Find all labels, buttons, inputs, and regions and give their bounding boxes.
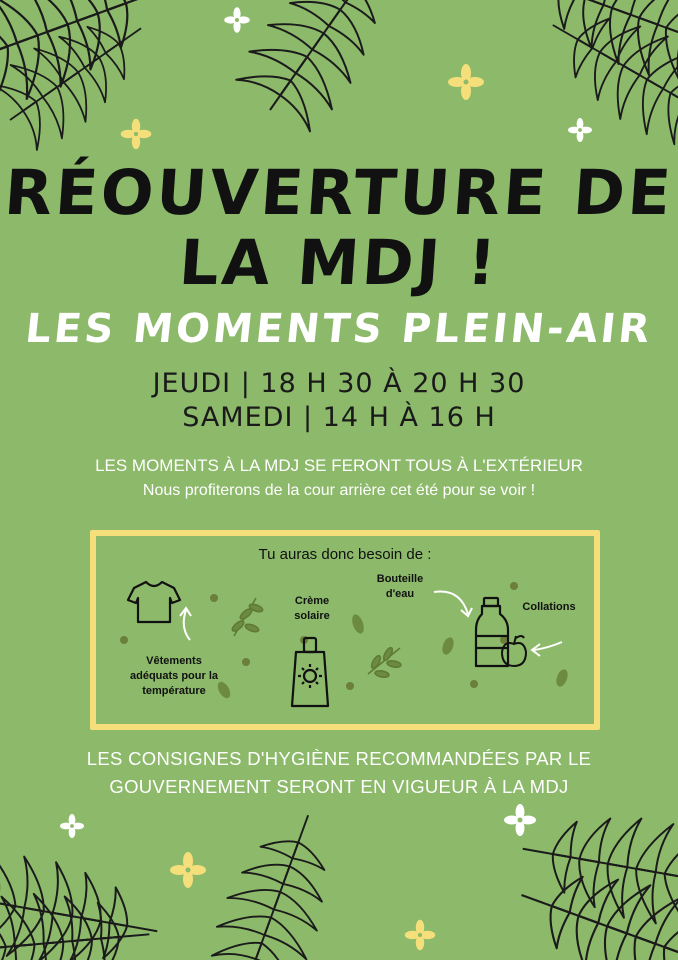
info-line-1: LES MOMENTS À LA MDJ SE FERONT TOUS À L'EXTÉRIEUR — [95, 456, 583, 475]
palm-leaf-icon — [0, 884, 154, 960]
palm-leaf-icon — [205, 799, 353, 960]
schedule-saturday: SAMEDI | 14 H À 16 H — [182, 402, 496, 433]
flower-icon — [568, 118, 592, 142]
flower-icon — [448, 64, 484, 100]
title-line-2: LA MDJ ! — [176, 226, 502, 299]
small-leaf-icon — [554, 668, 570, 688]
small-leaf-icon — [440, 636, 456, 656]
needs-heading: Tu auras donc besoin de : — [258, 546, 432, 563]
small-leaf-icon — [231, 598, 264, 636]
info-line-2: Nous profiterons de la cour arrière cet été pour se voir ! — [142, 482, 536, 499]
palm-leaf-icon — [514, 799, 678, 930]
palm-leaf-icon — [0, 850, 166, 960]
title-line-1: RÉOUVERTURE DE — [2, 156, 676, 229]
palm-leaf-icon — [229, 0, 415, 139]
small-leaf-icon — [368, 646, 401, 678]
item-snacks-label: Collations — [522, 601, 576, 613]
subtitle: LES MOMENTS PLEIN-AIR — [23, 306, 655, 352]
palm-leaf-icon — [529, 0, 678, 151]
tshirt-icon — [128, 582, 180, 622]
small-leaf-icon — [350, 613, 366, 635]
item-sunscreen-label: Crème solaire — [294, 595, 330, 622]
flower-icon — [224, 7, 250, 33]
flower-icon — [504, 804, 536, 836]
flower-icon — [60, 814, 84, 838]
needs-box — [90, 530, 600, 730]
item-clothes-label: Vêtements adéquats pour la température — [129, 655, 219, 697]
sunscreen-bottle-icon — [292, 638, 328, 706]
flower-icon — [170, 852, 206, 888]
schedule-thursday: JEUDI | 18 H 30 À 20 H 30 — [152, 368, 526, 399]
flower-icon — [405, 920, 436, 951]
flower-icon — [121, 119, 152, 150]
hygiene-line-1: LES CONSIGNES D'HYGIÈNE RECOMMANDÉES PAR LE — [86, 748, 592, 769]
hygiene-line-2: GOUVERNEMENT SERONT EN VIGUEUR À LA MDJ — [109, 776, 569, 797]
item-water-label: Bouteille d'eau — [376, 573, 424, 600]
